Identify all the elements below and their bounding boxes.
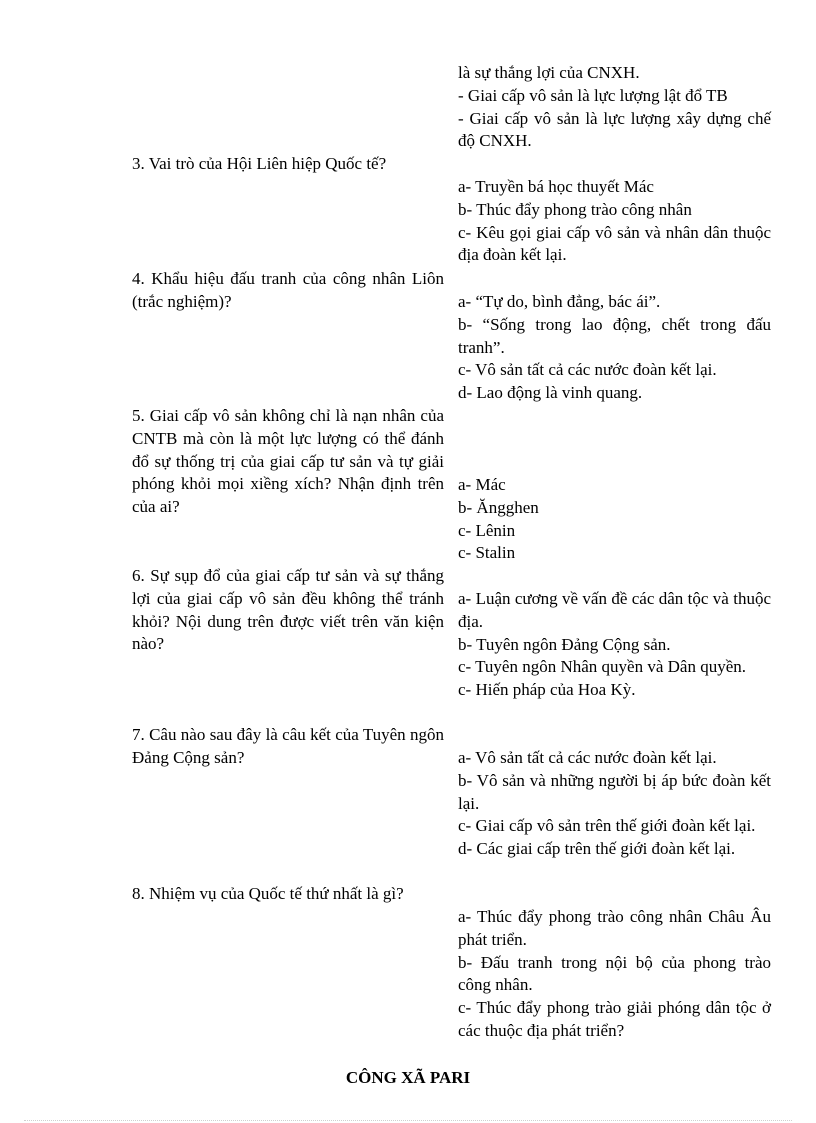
question-text: 8. Nhiệm vụ của Quốc tế thứ nhất là gì?	[132, 884, 404, 903]
answer-option: c- Kêu gọi giai cấp vô sản và nhân dân thuộc địa đoàn kết lại.	[458, 222, 771, 265]
answer-option: a- Mác	[458, 475, 506, 494]
continuation-line: - Giai cấp vô sản là lực lượng xây dựng chế độ CNXH.	[458, 108, 771, 151]
answer-option: a- Vô sản tất cả các nước đoàn kết lại.	[458, 748, 717, 767]
answer-option: c- Lênin	[458, 520, 516, 540]
answer-option: b- “Sống trong lao động, chết trong đấu tranh”.	[458, 314, 771, 357]
answer-option: c- Hiến pháp của Hoa Kỳ.	[458, 680, 636, 700]
answer-option: a- Truyền bá học thuyết Mác	[458, 177, 654, 196]
answer-option: d- Lao động là vinh quang.	[458, 383, 643, 403]
question-text: 4. Khẩu hiệu đấu tranh của công nhân Liôn (trắc nghiệm)?	[132, 269, 444, 311]
question-text: 3. Vai trò của Hội Liên hiệp Quốc tế?	[132, 154, 387, 173]
answer-options	[458, 747, 771, 861]
question-text: 7. Câu nào sau đây là câu kết của Tuyên ngôn Đảng Cộng sản?	[132, 725, 444, 767]
answer-option: a- Luận cương về vấn đề các dân tộc và thuộc địa.	[458, 589, 771, 631]
answer-option: b- Vô sản và những người bị áp bức đoàn kết lại.	[458, 770, 771, 813]
answer-option: a- Thúc đẩy phong trào công nhân Châu Âu phát triển.	[458, 907, 771, 949]
answer-option: b- Ăngghen	[458, 497, 539, 517]
answer-option: c- Giai cấp vô sản trên thế giới đoàn kết lại.	[458, 816, 756, 836]
answer-option: a- “Tự do, bình đẳng, bác ái”.	[458, 292, 661, 311]
answer-option: c- Vô sản tất cả các nước đoàn kết lại.	[458, 360, 717, 380]
question-text: 6. Sự sụp đổ của giai cấp tư sản và sự thắng lợi của giai cấp vô sản đều không thể tránh khỏi? Nội dung trên được viết trên văn kiện nào?	[132, 566, 444, 654]
question-text: 5. Giai cấp vô sản không chỉ là nạn nhân của CNTB mà còn là một lực lượng có thể đánh đổ sự thống trị của giai cấp tư sản và tự giải phóng khỏi mọi xiềng xích? Nhận định trên của ai?	[132, 406, 444, 517]
answer-option: c- Tuyên ngôn Nhân quyền và Dân quyền.	[458, 657, 747, 677]
answer-options	[458, 588, 771, 702]
continuation-line: - Giai cấp vô sản là lực lượng lật đổ TB	[458, 85, 728, 105]
answer-option: c- Stalin	[458, 543, 516, 563]
answer-options	[458, 906, 771, 1043]
continuation-options	[458, 62, 771, 153]
section-title: CÔNG XÃ PARI	[345, 1068, 471, 1087]
answer-options	[458, 176, 771, 267]
continuation-line: là sự thắng lợi của CNXH.	[458, 63, 640, 82]
answer-options	[458, 474, 771, 565]
answer-options	[458, 291, 771, 405]
answer-option: b- Tuyên ngôn Đảng Cộng sản.	[458, 634, 671, 654]
answer-option: b- Đấu tranh trong nội bộ của phong trào công nhân.	[458, 952, 771, 995]
page-divider	[24, 1120, 792, 1121]
answer-option: b- Thúc đẩy phong trào công nhân	[458, 199, 692, 219]
answer-option: c- Thúc đẩy phong trào giải phóng dân tộc ở các thuộc địa phát triển?	[458, 998, 771, 1040]
answer-option: d- Các giai cấp trên thế giới đoàn kết lại.	[458, 839, 736, 859]
